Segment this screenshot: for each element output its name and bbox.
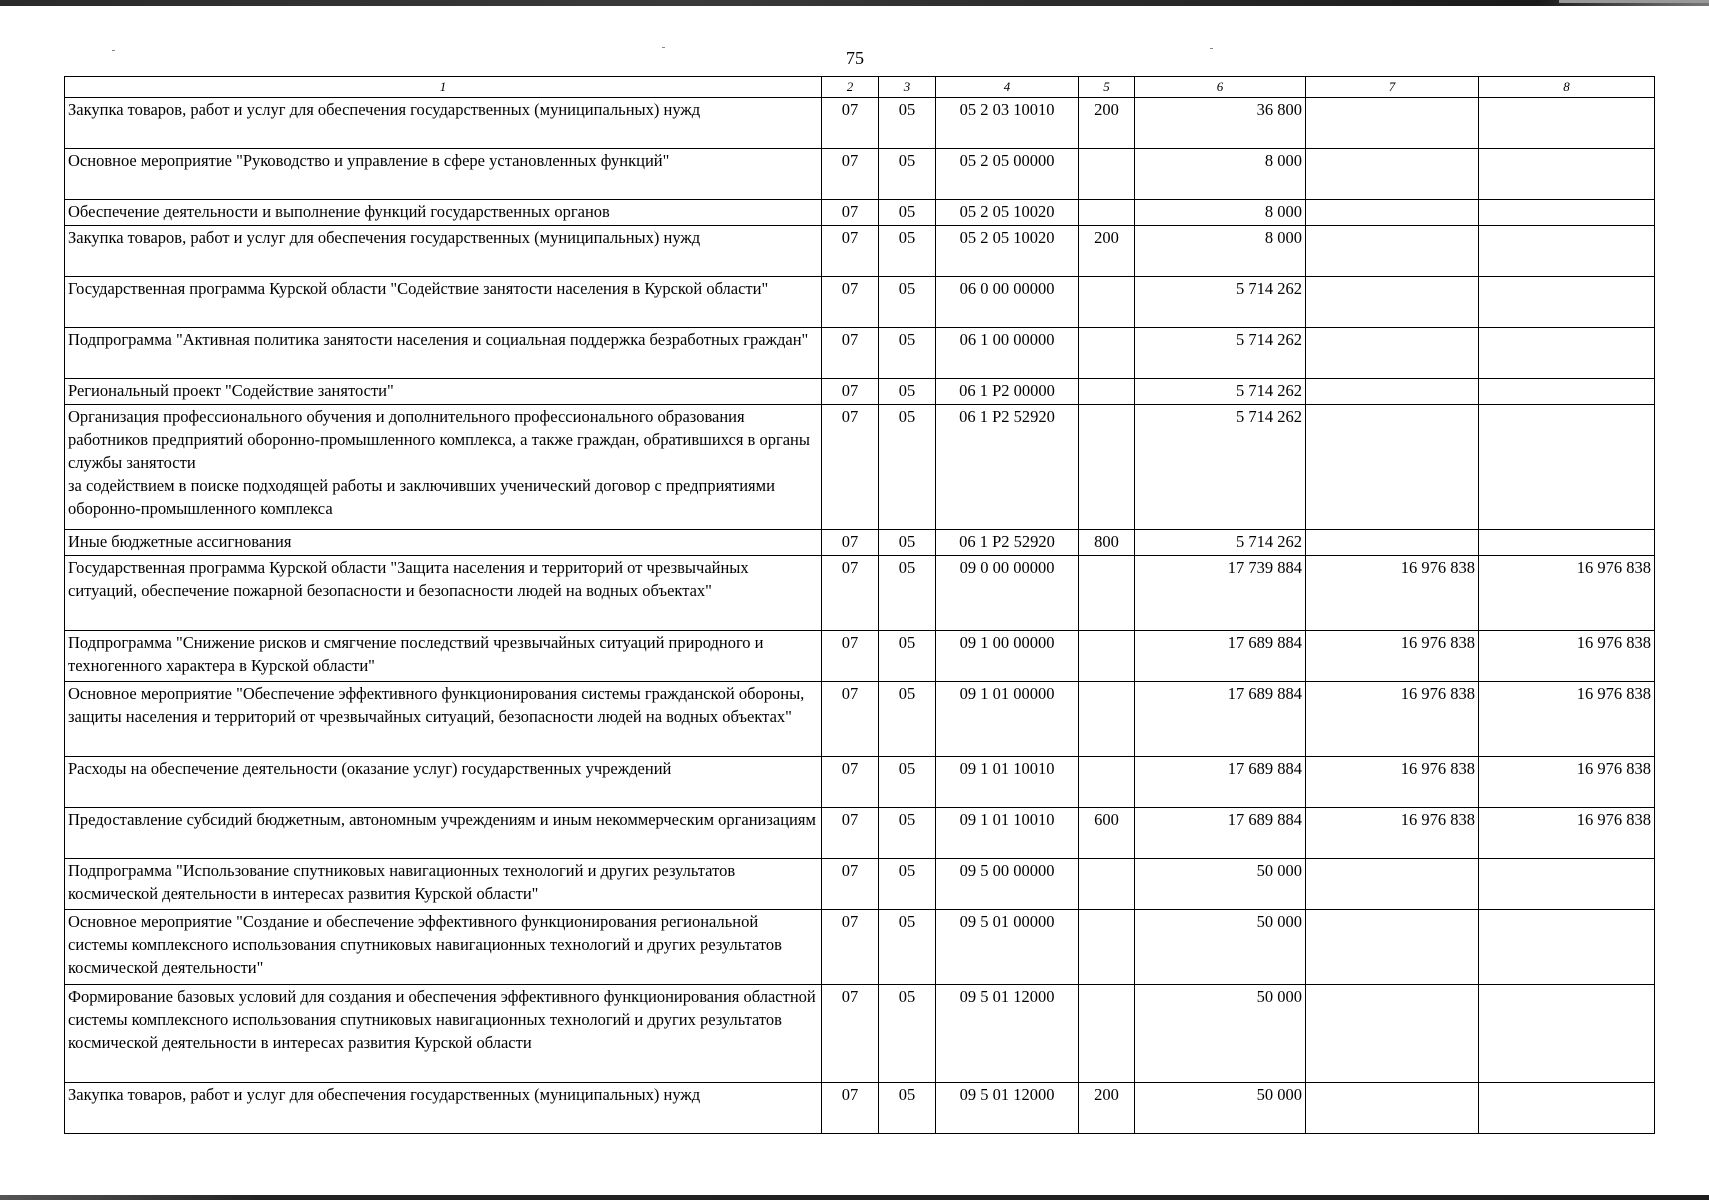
subsection-code: 05 <box>879 98 936 149</box>
budget-table <box>64 76 1655 1134</box>
amount-col7: 16 976 838 <box>1306 757 1479 808</box>
amount-col8 <box>1479 910 1655 985</box>
amount-col7 <box>1306 405 1479 530</box>
table-row <box>65 757 1655 808</box>
scan-speck <box>1210 48 1213 49</box>
section-code: 07 <box>822 631 879 682</box>
target-item-code: 06 0 00 00000 <box>936 277 1079 328</box>
budget-item-name: Закупка товаров, работ и услуг для обеспечения государственных (муниципальных) нужд <box>65 226 822 277</box>
budget-item-name: Основное мероприятие "Создание и обеспечение эффективного функционирования региональной системы комплексного использования спутниковых навигационных технологий и других результатов космической деятельности" <box>65 910 822 985</box>
target-item-code: 05 2 05 00000 <box>936 149 1079 200</box>
amount-col8 <box>1479 328 1655 379</box>
expense-type-code: 200 <box>1079 1083 1135 1134</box>
expense-type-code <box>1079 379 1135 405</box>
section-code: 07 <box>822 1083 879 1134</box>
section-code: 07 <box>822 149 879 200</box>
scan-speck <box>662 47 665 48</box>
section-code: 07 <box>822 405 879 530</box>
target-item-code: 09 1 01 10010 <box>936 757 1079 808</box>
amount-col8 <box>1479 985 1655 1083</box>
subsection-code: 05 <box>879 985 936 1083</box>
page-number: 75 <box>846 48 864 68</box>
table-row <box>65 682 1655 757</box>
scan-speck <box>112 50 115 51</box>
section-code: 07 <box>822 328 879 379</box>
amount-col7 <box>1306 98 1479 149</box>
amount-col6: 17 689 884 <box>1135 682 1306 757</box>
target-item-code: 05 2 05 10020 <box>936 226 1079 277</box>
section-code: 07 <box>822 200 879 226</box>
budget-item-name: Обеспечение деятельности и выполнение функций государственных органов <box>65 200 822 226</box>
budget-item-name: Закупка товаров, работ и услуг для обеспечения государственных (муниципальных) нужд <box>65 98 822 149</box>
expense-type-code <box>1079 757 1135 808</box>
amount-col6: 50 000 <box>1135 1083 1306 1134</box>
column-header: 7 <box>1306 77 1479 98</box>
subsection-code: 05 <box>879 757 936 808</box>
target-item-code: 09 1 00 00000 <box>936 631 1079 682</box>
column-header: 2 <box>822 77 879 98</box>
table-row <box>65 226 1655 277</box>
expense-type-code: 200 <box>1079 98 1135 149</box>
amount-col8: 16 976 838 <box>1479 556 1655 631</box>
amount-col7 <box>1306 910 1479 985</box>
subsection-code: 05 <box>879 631 936 682</box>
amount-col6: 17 689 884 <box>1135 631 1306 682</box>
target-item-code: 09 5 00 00000 <box>936 859 1079 910</box>
amount-col6: 5 714 262 <box>1135 328 1306 379</box>
expense-type-code <box>1079 200 1135 226</box>
amount-col8 <box>1479 200 1655 226</box>
amount-col7 <box>1306 277 1479 328</box>
amount-col7 <box>1306 985 1479 1083</box>
amount-col7: 16 976 838 <box>1306 556 1479 631</box>
subsection-code: 05 <box>879 530 936 556</box>
section-code: 07 <box>822 98 879 149</box>
budget-item-name: Региональный проект "Содействие занятости" <box>65 379 822 405</box>
amount-col8 <box>1479 379 1655 405</box>
subsection-code: 05 <box>879 277 936 328</box>
amount-col8 <box>1479 1083 1655 1134</box>
column-header: 6 <box>1135 77 1306 98</box>
amount-col6: 5 714 262 <box>1135 530 1306 556</box>
amount-col8 <box>1479 226 1655 277</box>
amount-col8: 16 976 838 <box>1479 757 1655 808</box>
subsection-code: 05 <box>879 910 936 985</box>
subsection-code: 05 <box>879 859 936 910</box>
budget-item-name: Организация профессионального обучения и дополнительного профессионального образования работников предприятий оборонно-промышленного комплекса, а также граждан, обратившихся в органы службы занятости за содействием в поиске подходящей работы и заключивших ученический договор с предприятиями оборонно-промышленного комплекса <box>65 405 822 530</box>
target-item-code: 09 5 01 12000 <box>936 1083 1079 1134</box>
amount-col6: 5 714 262 <box>1135 379 1306 405</box>
amount-col6: 8 000 <box>1135 149 1306 200</box>
amount-col7 <box>1306 226 1479 277</box>
expense-type-code: 800 <box>1079 530 1135 556</box>
amount-col8 <box>1479 530 1655 556</box>
table-row <box>65 277 1655 328</box>
table-row <box>65 200 1655 226</box>
section-code: 07 <box>822 859 879 910</box>
amount-col6: 8 000 <box>1135 200 1306 226</box>
column-header: 3 <box>879 77 936 98</box>
table-row <box>65 1083 1655 1134</box>
amount-col7 <box>1306 328 1479 379</box>
amount-col7 <box>1306 149 1479 200</box>
target-item-code: 09 1 01 10010 <box>936 808 1079 859</box>
section-code: 07 <box>822 379 879 405</box>
subsection-code: 05 <box>879 556 936 631</box>
expense-type-code <box>1079 149 1135 200</box>
target-item-code: 06 1 00 00000 <box>936 328 1079 379</box>
table-row <box>65 985 1655 1083</box>
header-row <box>65 77 1655 98</box>
table-row <box>65 808 1655 859</box>
section-code: 07 <box>822 226 879 277</box>
target-item-code: 09 5 01 00000 <box>936 910 1079 985</box>
table-body <box>65 98 1655 1134</box>
scan-edge-top-right <box>1559 0 1709 3</box>
expense-type-code <box>1079 405 1135 530</box>
scan-edge-bottom <box>0 1195 1709 1200</box>
amount-col8 <box>1479 98 1655 149</box>
subsection-code: 05 <box>879 200 936 226</box>
section-code: 07 <box>822 277 879 328</box>
table-row <box>65 379 1655 405</box>
budget-item-name: Подпрограмма "Снижение рисков и смягчение последствий чрезвычайных ситуаций природного и техногенного характера в Курской области" <box>65 631 822 682</box>
expense-type-code <box>1079 328 1135 379</box>
target-item-code: 05 2 03 10010 <box>936 98 1079 149</box>
table-row <box>65 98 1655 149</box>
budget-item-name: Государственная программа Курской области "Содействие занятости населения в Курской области" <box>65 277 822 328</box>
section-code: 07 <box>822 910 879 985</box>
column-header: 1 <box>65 77 822 98</box>
target-item-code: 06 1 P2 00000 <box>936 379 1079 405</box>
subsection-code: 05 <box>879 808 936 859</box>
budget-item-name: Подпрограмма "Использование спутниковых навигационных технологий и других результатов космической деятельности в интересах развития Курской области" <box>65 859 822 910</box>
subsection-code: 05 <box>879 149 936 200</box>
amount-col7 <box>1306 200 1479 226</box>
amount-col7 <box>1306 1083 1479 1134</box>
target-item-code: 06 1 P2 52920 <box>936 530 1079 556</box>
amount-col6: 17 739 884 <box>1135 556 1306 631</box>
amount-col8: 16 976 838 <box>1479 808 1655 859</box>
table-row <box>65 910 1655 985</box>
subsection-code: 05 <box>879 1083 936 1134</box>
target-item-code: 05 2 05 10020 <box>936 200 1079 226</box>
table-row <box>65 859 1655 910</box>
amount-col8 <box>1479 859 1655 910</box>
amount-col7 <box>1306 859 1479 910</box>
amount-col8 <box>1479 277 1655 328</box>
table-row <box>65 405 1655 530</box>
amount-col6: 50 000 <box>1135 859 1306 910</box>
budget-item-name: Иные бюджетные ассигнования <box>65 530 822 556</box>
budget-item-name: Основное мероприятие "Руководство и управление в сфере установленных функций" <box>65 149 822 200</box>
budget-item-name: Предоставление субсидий бюджетным, автономным учреждениям и иным некоммерческим организациям <box>65 808 822 859</box>
column-header: 5 <box>1079 77 1135 98</box>
amount-col7: 16 976 838 <box>1306 631 1479 682</box>
subsection-code: 05 <box>879 405 936 530</box>
amount-col6: 5 714 262 <box>1135 405 1306 530</box>
budget-item-name: Подпрограмма "Активная политика занятости населения и социальная поддержка безработных граждан" <box>65 328 822 379</box>
budget-item-name: Формирование базовых условий для создания и обеспечения эффективного функционирования областной системы комплексного использования спутниковых навигационных технологий и других результатов космической деятельности в интересах развития Курской области <box>65 985 822 1083</box>
budget-item-name: Расходы на обеспечение деятельности (оказание услуг) государственных учреждений <box>65 757 822 808</box>
section-code: 07 <box>822 808 879 859</box>
section-code: 07 <box>822 682 879 757</box>
expense-type-code <box>1079 682 1135 757</box>
budget-item-name: Основное мероприятие "Обеспечение эффективного функционирования системы гражданской обороны, защиты населения и территорий от чрезвычайных ситуаций, безопасности людей на водных объектах" <box>65 682 822 757</box>
target-item-code: 09 0 00 00000 <box>936 556 1079 631</box>
subsection-code: 05 <box>879 226 936 277</box>
amount-col7: 16 976 838 <box>1306 808 1479 859</box>
expense-type-code <box>1079 556 1135 631</box>
table-row <box>65 328 1655 379</box>
expense-type-code <box>1079 631 1135 682</box>
column-header: 8 <box>1479 77 1655 98</box>
table-row <box>65 631 1655 682</box>
expense-type-code <box>1079 985 1135 1083</box>
table-row <box>65 556 1655 631</box>
expense-type-code: 600 <box>1079 808 1135 859</box>
expense-type-code <box>1079 859 1135 910</box>
expense-type-code: 200 <box>1079 226 1135 277</box>
scan-edge-top <box>0 0 1709 6</box>
amount-col6: 17 689 884 <box>1135 808 1306 859</box>
section-code: 07 <box>822 985 879 1083</box>
amount-col7: 16 976 838 <box>1306 682 1479 757</box>
target-item-code: 09 5 01 12000 <box>936 985 1079 1083</box>
table-row <box>65 149 1655 200</box>
amount-col8 <box>1479 149 1655 200</box>
target-item-code: 09 1 01 00000 <box>936 682 1079 757</box>
section-code: 07 <box>822 530 879 556</box>
amount-col7 <box>1306 379 1479 405</box>
budget-item-name: Государственная программа Курской области "Защита населения и территорий от чрезвычайных ситуаций, обеспечение пожарной безопасности и безопасности людей на водных объектах" <box>65 556 822 631</box>
section-code: 07 <box>822 757 879 808</box>
amount-col8 <box>1479 405 1655 530</box>
expense-type-code <box>1079 277 1135 328</box>
budget-item-name: Закупка товаров, работ и услуг для обеспечения государственных (муниципальных) нужд <box>65 1083 822 1134</box>
amount-col6: 17 689 884 <box>1135 757 1306 808</box>
section-code: 07 <box>822 556 879 631</box>
subsection-code: 05 <box>879 682 936 757</box>
amount-col6: 50 000 <box>1135 985 1306 1083</box>
amount-col8: 16 976 838 <box>1479 682 1655 757</box>
expense-type-code <box>1079 910 1135 985</box>
amount-col6: 5 714 262 <box>1135 277 1306 328</box>
subsection-code: 05 <box>879 328 936 379</box>
amount-col8: 16 976 838 <box>1479 631 1655 682</box>
subsection-code: 05 <box>879 379 936 405</box>
table-row <box>65 530 1655 556</box>
amount-col7 <box>1306 530 1479 556</box>
amount-col6: 36 800 <box>1135 98 1306 149</box>
column-header: 4 <box>936 77 1079 98</box>
target-item-code: 06 1 P2 52920 <box>936 405 1079 530</box>
amount-col6: 50 000 <box>1135 910 1306 985</box>
amount-col6: 8 000 <box>1135 226 1306 277</box>
